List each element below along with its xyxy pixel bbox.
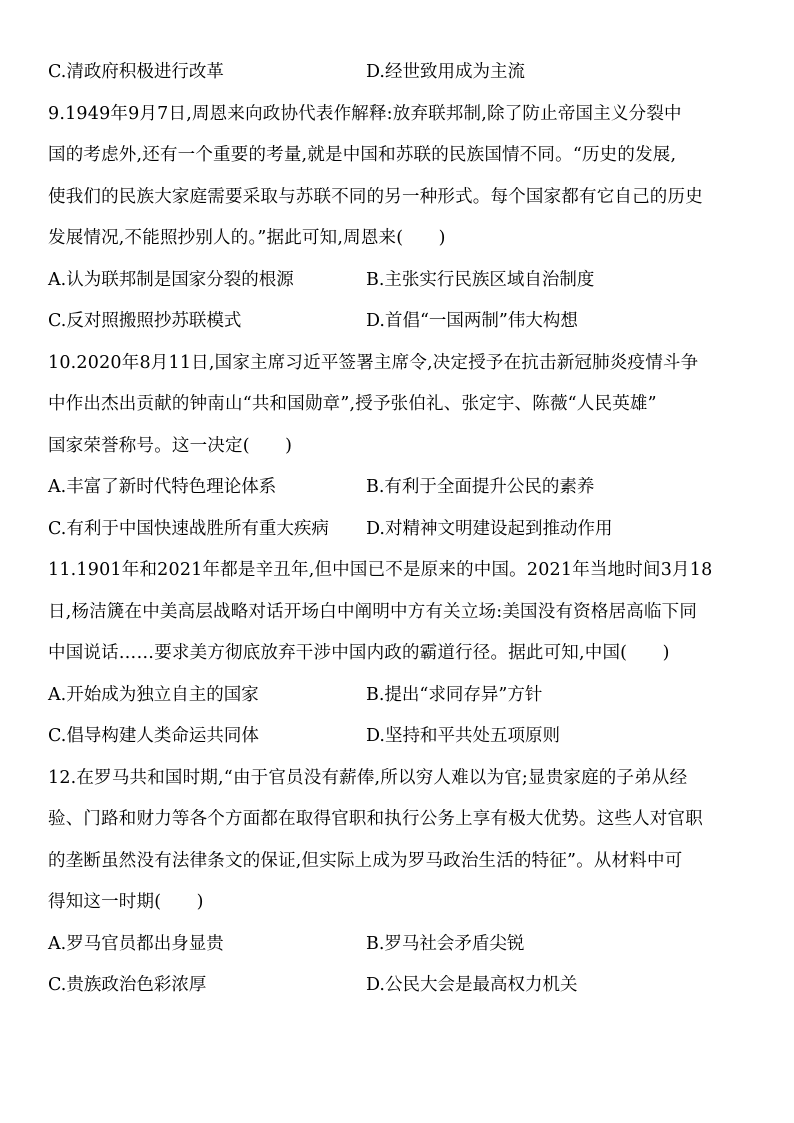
q12-stem-line: 的垄断虽然没有法律条文的保证,但实际上成为罗马政治生活的特征”。从材料中可 (48, 850, 683, 871)
q11-option-a: A.开始成为独立自主的国家 (48, 684, 259, 705)
q12-options-row-ab (48, 924, 748, 966)
q11-option-d: D.坚持和平共处五项原则 (366, 726, 560, 746)
q11-option-b: B.提出“求同存异”方针 (366, 684, 543, 705)
q9-option-a: A.认为联邦制是国家分裂的根源 (48, 269, 294, 290)
q10-option-b: B.有利于全面提升公民的素养 (366, 477, 595, 497)
q9-option-b: B.主张实行民族区域自治制度 (366, 269, 595, 290)
q11-stem-line: 日,杨洁篪在中美高层战略对话开场白中阐明中方有关立场:美国没有资格居高临下同 (48, 601, 698, 622)
q12-option-a: A.罗马官员都出身显贵 (48, 933, 224, 954)
q8-option-d: D.经世致用成为主流 (366, 62, 525, 82)
q10-stem-line: 国家荣誉称号。这一决定( ) (48, 435, 293, 456)
q12-option-d: D.公民大会是最高权力机关 (366, 975, 578, 995)
q9-stem-line: 国的考虑外,还有一个重要的考量,就是中国和苏联的民族国情不同。“历史的发展, (48, 145, 677, 165)
q9-option-c: C.反对照搬照抄苏联模式 (48, 311, 242, 331)
q9-stem-line: 发展情况,不能照抄别人的。”据此可知,周恩来( ) (48, 228, 446, 248)
q11-options-row-ab (48, 675, 748, 717)
question-11 (48, 550, 748, 758)
q9-option-d: D.首倡“一国两制”伟大构想 (366, 311, 578, 331)
q10-options-row-ab (48, 467, 748, 509)
q10-options-row-cd (48, 509, 748, 551)
q8-option-c: C.清政府积极进行改革 (48, 62, 224, 82)
q12-stem-line: 12.在罗马共和国时期,“由于官员没有薪俸,所以穷人难以为官;显贵家庭的子弟从经 (48, 767, 688, 788)
q10-stem-line: 中作出杰出贡献的钟南山“共和国勋章”,授予张伯礼、张定宇、陈薇“人民英雄” (48, 394, 657, 414)
q8-options-row-cd (48, 52, 748, 94)
q12-options-row-cd (48, 965, 748, 1007)
q9-options-row-ab (48, 260, 748, 302)
q10-stem-line: 10.2020年8月11日,国家主席习近平签署主席令,决定授予在抗击新冠肺炎疫情斗争 (48, 352, 699, 373)
question-9 (48, 94, 748, 343)
q10-option-a: A.丰富了新时代特色理论体系 (48, 477, 277, 497)
q11-stem-line: 中国说话……要求美方彻底放弃干涉中国内政的霸道行径。据此可知,中国( ) (48, 643, 670, 663)
q12-stem-line: 验、门路和财力等各个方面都在取得官职和执行公务上享有极大优势。这些人对官职 (48, 809, 703, 829)
q12-option-c: C.贵族政治色彩浓厚 (48, 975, 207, 995)
question-10 (48, 343, 748, 551)
question-12 (48, 758, 748, 1007)
q11-options-row-cd (48, 716, 748, 758)
q9-options-row-cd (48, 301, 748, 343)
q9-stem-line: 使我们的民族大家庭需要采取与苏联不同的另一种形式。每个国家都有它自己的历史 (48, 186, 703, 207)
q12-option-b: B.罗马社会矛盾尖锐 (366, 933, 525, 954)
q10-option-c: C.有利于中国快速战胜所有重大疾病 (48, 518, 329, 539)
q10-option-d: D.对精神文明建设起到推动作用 (366, 518, 613, 539)
q11-stem-line: 11.1901年和2021年都是辛丑年,但中国已不是原来的中国。2021年当地时间3月18 (48, 560, 713, 580)
exam-page (48, 52, 748, 1007)
q9-stem-line: 9.1949年9月7日,周恩来向政协代表作解释:放弃联邦制,除了防止帝国主义分裂中 (48, 103, 682, 124)
q12-stem-line: 得知这一时期( ) (48, 892, 204, 912)
q11-option-c: C.倡导构建人类命运共同体 (48, 726, 259, 746)
